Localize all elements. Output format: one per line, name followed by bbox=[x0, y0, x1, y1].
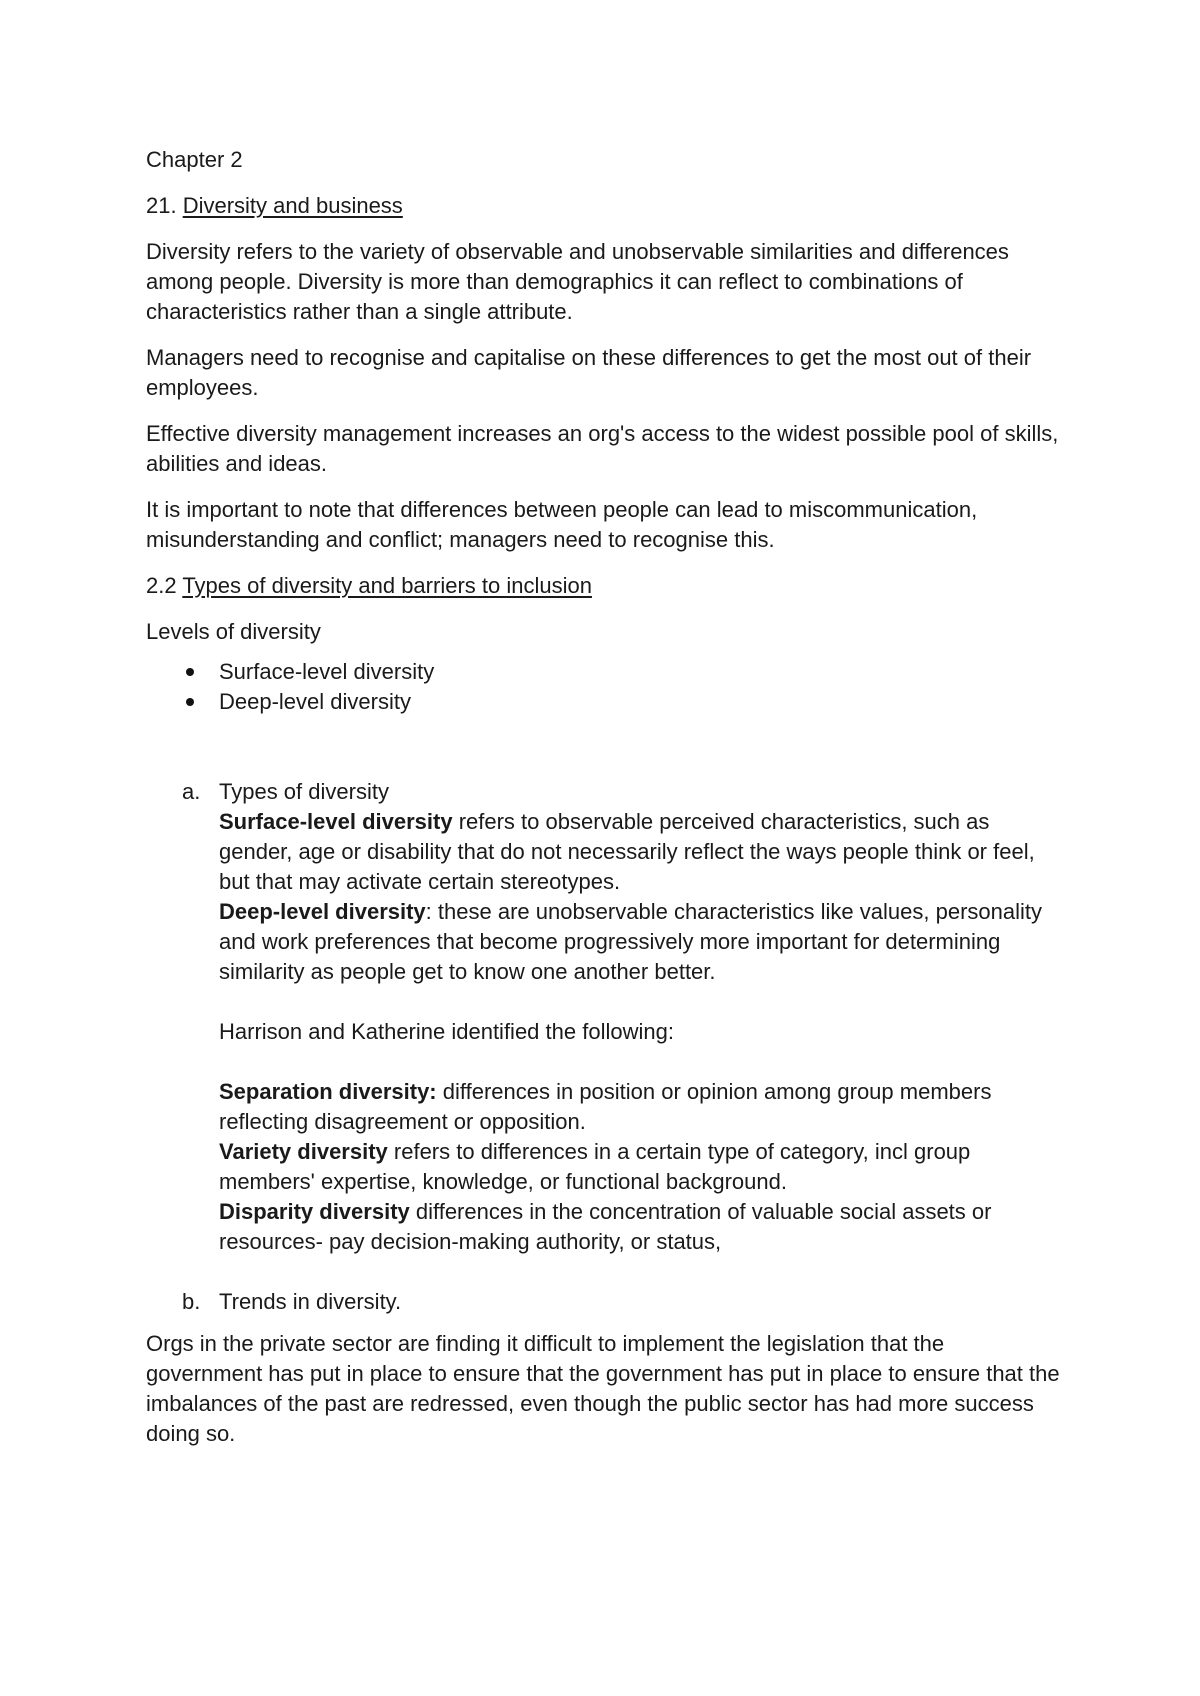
section-heading-types-of-diversity bbox=[146, 571, 1066, 601]
surface-level-definition bbox=[219, 807, 1066, 897]
definition: : these are unobservable characteristics like values, personality and work preferences that become progressively more important for determining similarity as people get to know one another better. bbox=[219, 899, 1042, 984]
list-item: Surface-level diversity bbox=[146, 657, 1066, 687]
definition: differences in the concentration of valuable social assets or resources- pay decision-making authority, or status, bbox=[219, 1199, 992, 1254]
definition: differences in position or opinion among group members reflecting disagreement or opposition. bbox=[219, 1079, 992, 1134]
document-page bbox=[146, 145, 1066, 1465]
harrison-text: Harrison and Katherine identified the following: bbox=[219, 1019, 674, 1044]
term: Separation diversity: bbox=[219, 1079, 437, 1104]
paragraph-managers: Managers need to recognise and capitalise on these differences to get the most out of their employees. bbox=[146, 345, 1032, 400]
section-title: Types of diversity and barriers to inclusion bbox=[182, 573, 592, 598]
paragraph-differences: It is important to note that differences between people can lead to miscommunication, misunderstanding and conflict; managers need to recognise this. bbox=[146, 497, 978, 552]
paragraph-effective-management: Effective diversity management increases an org's access to the widest possible pool of skills, abilities and ideas. bbox=[146, 421, 1059, 476]
definition: refers to differences in a certain type of category, incl group members' expertise, knowledge, or functional background. bbox=[219, 1139, 971, 1194]
list-item-b bbox=[146, 1287, 1066, 1317]
lettered-list bbox=[146, 777, 1066, 1317]
list-item-heading: Trends in diversity. bbox=[219, 1289, 402, 1314]
separation-diversity-definition bbox=[219, 1077, 1066, 1137]
section-title: Diversity and business bbox=[182, 193, 403, 218]
term: Variety diversity bbox=[219, 1139, 388, 1164]
levels-heading: Levels of diversity bbox=[146, 619, 321, 644]
section-number: 2.2 bbox=[146, 573, 183, 598]
variety-diversity-definition bbox=[219, 1137, 1066, 1197]
section-heading-diversity-and-business bbox=[146, 191, 1066, 221]
section-number: 21. bbox=[146, 193, 183, 218]
list-item-a bbox=[146, 777, 1066, 1257]
deep-level-definition bbox=[219, 897, 1066, 987]
disparity-diversity-definition bbox=[219, 1197, 1066, 1257]
paragraph-private-sector: Orgs in the private sector are finding it difficult to implement the legislation that the government has put in place to ensure that the government has put in place to ensure that the imbalances of the past are redressed, even though the public sector has had more success doing so. bbox=[146, 1331, 1060, 1446]
list-item: Deep-level diversity bbox=[146, 687, 1066, 717]
term: Deep-level diversity bbox=[219, 899, 426, 924]
chapter-heading: Chapter 2 bbox=[146, 147, 243, 172]
list-marker: a. bbox=[182, 779, 201, 804]
term: Surface-level diversity bbox=[219, 809, 453, 834]
definition: refers to observable perceived characteristics, such as gender, age or disability that do not necessarily reflect the ways people think or feel, but that may activate certain stereotypes. bbox=[219, 809, 1035, 894]
levels-bullet-list bbox=[146, 657, 1066, 717]
term: Disparity diversity bbox=[219, 1199, 410, 1224]
paragraph-diversity-definition: Diversity refers to the variety of observable and unobservable similarities and differences among people. Diversity is more than demographics it can reflect to combinations of characteristics rather than a single attribute. bbox=[146, 239, 1009, 324]
list-marker: b. bbox=[182, 1289, 201, 1314]
list-item-heading: Types of diversity bbox=[219, 779, 389, 804]
